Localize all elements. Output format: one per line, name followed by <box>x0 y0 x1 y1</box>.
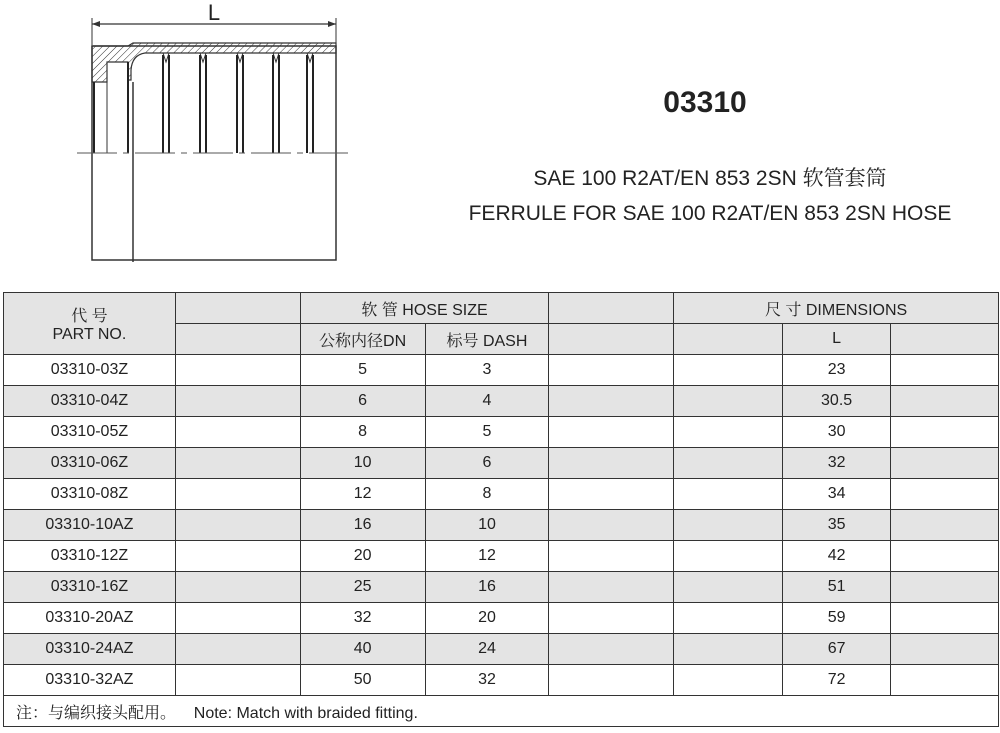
note: 注：与编织接头配用。 Note: Match with braided fitting. <box>4 696 999 727</box>
subtitle-chinese: SAE 100 R2AT/EN 853 2SN 软管套筒 <box>533 167 887 190</box>
l-cell: 32 <box>783 448 891 479</box>
empty-cell <box>674 386 783 417</box>
l-cell: 30.5 <box>783 386 891 417</box>
empty-cell <box>175 355 300 386</box>
part-no-cell: 03310-32AZ <box>4 665 176 696</box>
empty-cell <box>175 665 300 696</box>
l-cell: 42 <box>783 541 891 572</box>
l-cell: 59 <box>783 603 891 634</box>
part-no-cell: 03310-08Z <box>4 479 176 510</box>
empty-cell <box>891 417 999 448</box>
part-no-cell: 03310-24AZ <box>4 634 176 665</box>
dash-cell: 12 <box>425 541 549 572</box>
empty-cell <box>674 541 783 572</box>
part-no-cell: 03310-16Z <box>4 572 176 603</box>
dn-cell: 16 <box>300 510 425 541</box>
table-row <box>4 448 999 479</box>
l-cell: 23 <box>783 355 891 386</box>
empty-cell <box>549 541 674 572</box>
empty-cell <box>549 572 674 603</box>
empty-cell <box>674 417 783 448</box>
empty-cell <box>175 510 300 541</box>
dn-cell: 50 <box>300 665 425 696</box>
dash-cell: 5 <box>425 417 549 448</box>
empty-cell <box>891 603 999 634</box>
empty-cell <box>549 510 674 541</box>
l-cell: 35 <box>783 510 891 541</box>
empty-cell <box>175 417 300 448</box>
product-code: 03310 <box>663 86 747 119</box>
empty-cell <box>549 355 674 386</box>
part-no-cell: 03310-10AZ <box>4 510 176 541</box>
empty-cell <box>549 665 674 696</box>
empty-cell <box>175 603 300 634</box>
empty-cell <box>549 634 674 665</box>
specification-table <box>3 292 999 727</box>
dash-cell: 8 <box>425 479 549 510</box>
empty-cell <box>549 479 674 510</box>
empty-cell <box>175 634 300 665</box>
empty-cell <box>891 541 999 572</box>
empty-cell <box>891 386 999 417</box>
empty-cell <box>674 603 783 634</box>
dash-cell: 20 <box>425 603 549 634</box>
empty-cell <box>549 417 674 448</box>
part-no-cell: 03310-06Z <box>4 448 176 479</box>
table-row <box>4 386 999 417</box>
empty-cell <box>549 386 674 417</box>
part-no-cell: 03310-20AZ <box>4 603 176 634</box>
dash-cell: 10 <box>425 510 549 541</box>
dash-header: 标号 DASH <box>425 324 549 355</box>
table-row <box>4 479 999 510</box>
empty-cell <box>674 665 783 696</box>
part-no-cell: 03310-04Z <box>4 386 176 417</box>
part-no-header <box>4 293 176 355</box>
empty-cell <box>674 355 783 386</box>
empty-cell <box>674 572 783 603</box>
dash-cell: 6 <box>425 448 549 479</box>
dn-header: 公称内径DN <box>300 324 425 355</box>
table-row <box>4 541 999 572</box>
dn-cell: 10 <box>300 448 425 479</box>
l-cell: 72 <box>783 665 891 696</box>
dn-cell: 32 <box>300 603 425 634</box>
part-no-header-en: PART NO. <box>52 326 127 343</box>
table-row <box>4 510 999 541</box>
empty-cell <box>891 634 999 665</box>
dash-cell: 32 <box>425 665 549 696</box>
empty-cell <box>175 386 300 417</box>
part-no-cell: 03310-03Z <box>4 355 176 386</box>
table-row <box>4 665 999 696</box>
dash-cell: 4 <box>425 386 549 417</box>
empty-cell <box>891 355 999 386</box>
l-cell: 67 <box>783 634 891 665</box>
table-row <box>4 355 999 386</box>
table-row <box>4 603 999 634</box>
dn-cell: 12 <box>300 479 425 510</box>
empty-cell <box>674 634 783 665</box>
empty-cell <box>891 572 999 603</box>
empty-cell <box>175 448 300 479</box>
part-no-cell: 03310-05Z <box>4 417 176 448</box>
dn-cell: 40 <box>300 634 425 665</box>
empty-cell <box>549 603 674 634</box>
dn-cell: 6 <box>300 386 425 417</box>
empty-cell <box>175 541 300 572</box>
ferrule-drawing <box>70 0 390 270</box>
dn-cell: 5 <box>300 355 425 386</box>
dimension-label: L <box>207 0 221 25</box>
empty-cell <box>674 479 783 510</box>
empty-cell <box>175 479 300 510</box>
subtitle-english: FERRULE FOR SAE 100 R2AT/EN 853 2SN HOSE <box>468 202 952 225</box>
table-row <box>4 417 999 448</box>
table-row <box>4 634 999 665</box>
dn-cell: 25 <box>300 572 425 603</box>
l-cell: 51 <box>783 572 891 603</box>
empty-cell <box>674 448 783 479</box>
empty-cell <box>891 479 999 510</box>
dn-cell: 8 <box>300 417 425 448</box>
empty-cell <box>891 510 999 541</box>
empty-cell <box>674 510 783 541</box>
dimensions-header: 尺 寸 DIMENSIONS <box>674 293 999 324</box>
dn-cell: 20 <box>300 541 425 572</box>
table-row <box>4 572 999 603</box>
part-no-cell: 03310-12Z <box>4 541 176 572</box>
empty-cell <box>891 665 999 696</box>
dash-cell: 3 <box>425 355 549 386</box>
hose-size-header: 软 管 HOSE SIZE <box>300 293 549 324</box>
dash-cell: 24 <box>425 634 549 665</box>
l-cell: 30 <box>783 417 891 448</box>
l-header: L <box>783 324 891 355</box>
l-cell: 34 <box>783 479 891 510</box>
empty-cell <box>175 572 300 603</box>
part-no-header-cn: 代 号 <box>71 308 108 325</box>
empty-cell <box>549 448 674 479</box>
empty-cell <box>891 448 999 479</box>
dash-cell: 16 <box>425 572 549 603</box>
